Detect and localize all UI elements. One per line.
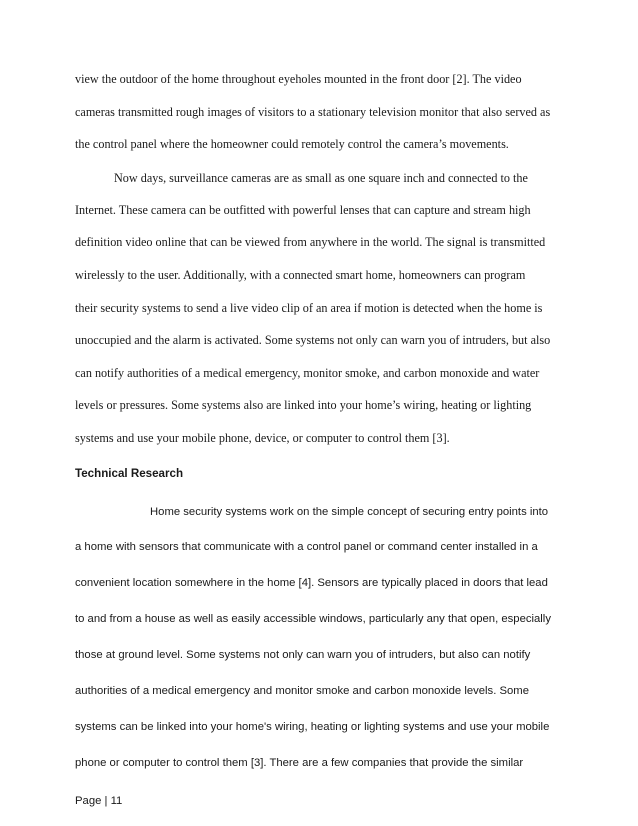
page-number-footer: Page | 11 bbox=[75, 795, 123, 807]
body-text-line: a home with sensors that communicate with a control panel or command center installed in a bbox=[75, 541, 538, 553]
section-heading: Technical Research bbox=[75, 467, 184, 480]
body-text-line: systems and use your mobile phone, device, or computer to control them [3]. bbox=[75, 431, 450, 445]
body-text-line: view the outdoor of the home throughout eyeholes mounted in the front door [2]. The video bbox=[75, 72, 522, 86]
body-text-line: to and from a house as well as easily accessible windows, particularly any that open, especially bbox=[75, 613, 551, 625]
body-text-line: phone or computer to control them [3]. There are a few companies that provide the similar bbox=[75, 757, 524, 769]
body-text-line: Home security systems work on the simple concept of securing entry points into bbox=[150, 506, 549, 518]
body-text-line: can notify authorities of a medical emergency, monitor smoke, and carbon monoxide and water bbox=[75, 366, 540, 380]
body-text-line: authorities of a medical emergency and monitor smoke and carbon monoxide levels. Some bbox=[75, 685, 529, 697]
body-text-line: wirelessly to the user. Additionally, with a connected smart home, homeowners can program bbox=[75, 268, 526, 282]
body-text-line: unoccupied and the alarm is activated. Some systems not only can warn you of intruders, but also bbox=[75, 333, 551, 347]
body-text-line: systems can be linked into your home's wiring, heating or lighting systems and use your mobile bbox=[75, 721, 550, 733]
body-text-line: those at ground level. Some systems not only can warn you of intruders, but also can notify bbox=[75, 649, 531, 661]
body-text-line: the control panel where the homeowner could remotely control the camera’s movements. bbox=[75, 137, 509, 151]
body-text-line: definition video online that can be viewed from anywhere in the world. The signal is transmitted bbox=[75, 235, 546, 249]
body-text-line: Now days, surveillance cameras are as small as one square inch and connected to the bbox=[114, 171, 528, 185]
body-text-line: their security systems to send a live video clip of an area if motion is detected when the home is bbox=[75, 301, 543, 315]
body-text-line: levels or pressures. Some systems also are linked into your home’s wiring, heating or lighting bbox=[75, 398, 532, 412]
body-text-line: Internet. These camera can be outfitted with powerful lenses that can capture and stream high bbox=[75, 203, 531, 217]
body-text-line: cameras transmitted rough images of visitors to a stationary television monitor that also served as bbox=[75, 105, 551, 119]
body-text-line: convenient location somewhere in the home [4]. Sensors are typically placed in doors that lead bbox=[75, 577, 548, 589]
